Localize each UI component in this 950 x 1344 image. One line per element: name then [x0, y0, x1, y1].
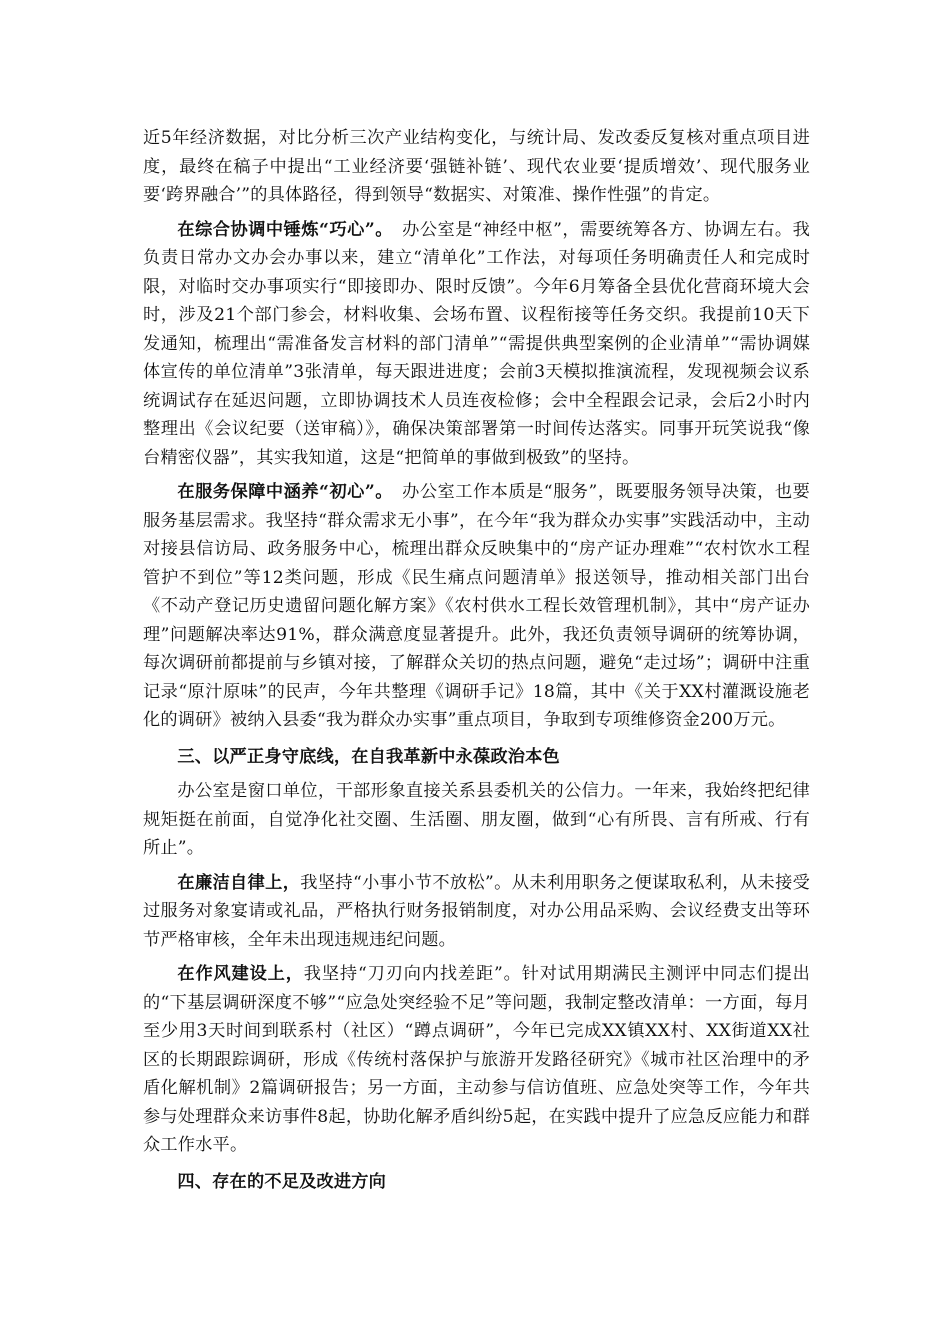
paragraph-text: 办公室工作本质是“服务”，既要服务领导决策，也要服务基层需求。我坚持“群众需求无小事”，在今年“我为群众办实事”实践活动中，主动对接县信访局、政务服务中心，梳理出群众反映集中的“房产证办理难”“农村饮水工程管护不到位”等12类问题，形成《民生痛点问题清单》报送领导，推动相关部门出台《不动产登记历史遗留问题化解方案》《农村供水工程长效管理机制》，其中“房产证办理”问题解决率达91%，群众满意度显著提升。此外，我还负责领导调研的统筹协调，每次调研前都提前与乡镇对接，了解群众关切的热点问题，避免“走过场”；调研中注重记录“原汁原味”的民声，今年共整理《调研手记》18篇，其中《关于XX村灌溉设施老化的调研》被纳入县委“我为群众办实事”重点项目，争取到专项维修资金200万元。 [143, 482, 810, 730]
paragraph-text: 近5年经济数据，对比分析三次产业结构变化，与统计局、发改委反复核对重点项目进度，最终在稿子中提出“工业经济要‘强链补链’、现代农业要‘提质增效’、现代服务业要‘跨界融合’”的具体路径，得到领导“数据实、对策准、操作性强”的肯定。 [143, 128, 810, 205]
paragraph-lead: 在廉洁自律上， [177, 872, 301, 893]
paragraph [143, 478, 810, 735]
paragraph-lead: 在服务保障中涵养“初心”。 [177, 482, 385, 502]
paragraph-lead: 在作风建设上， [177, 964, 304, 984]
paragraph [143, 869, 810, 955]
paragraph [143, 216, 810, 473]
paragraph [143, 960, 810, 1160]
section-heading: 四、存在的不足及改进方向 [177, 1171, 387, 1192]
paragraph-lead: 在综合协调中锤炼“巧心”。 [177, 219, 385, 240]
paragraph [143, 124, 810, 210]
section-heading: 三、以严正身守底线，在自我革新中永葆政治本色 [177, 746, 560, 767]
paragraph-text: 我坚持“刀刃向内找差距”。针对试用期满民主测评中同志们提出的“下基层调研深度不够”“应急处突经验不足”等问题，我制定整改清单：一方面，每月至少用3天时间到联系村（社区）“蹲点调研”，今年已完成XX镇XX村、XX街道XX社区的长期跟踪调研，形成《传统村落保护与旅游开发路径研究》《城市社区治理中的矛盾化解机制》2篇调研报告；另一方面，主动参与信访值班、应急处突等工作，今年共参与处理群众来访事件8起，协助化解矛盾纠纷5起，在实践中提升了应急反应能力和群众工作水平。 [143, 964, 810, 1155]
paragraph-text: 办公室是“神经中枢”，需要统筹各方、协调左右。我负责日常办文办会办事以来，建立“清单化”工作法，对每项任务明确责任人和完成时限，对临时交办事项实行“即接即办、限时反馈”。今年6月筹备全县优化营商环境大会时，涉及21个部门参会，材料收集、会场布置、议程衔接等任务交织。我提前10天下发通知，梳理出“需准备发言材料的部门清单”“需提供典型案例的企业清单”“需协调媒体宣传的单位清单”3张清单，每天跟进进度；会前3天模拟推演流程，发现视频会议系统调试存在延迟问题，立即协调技术人员连夜检修；会中全程跟会记录，会后2小时内整理出《会议纪要（送审稿）》，确保决策部署第一时间传达落实。同事开玩笑说我“像台精密仪器”，其实我知道，这是“把简单的事做到极致”的坚持。 [143, 219, 810, 468]
paragraph [143, 777, 810, 863]
paragraph-text: 我坚持“小事小节不放松”。从未利用职务之便谋取私利，从未接受过服务对象宴请或礼品，严格执行财务报销制度，对办公用品采购、会议经费支出等环节严格审核，全年未出现违规违纪问题。 [143, 872, 811, 950]
paragraph-text: 办公室是窗口单位，干部形象直接关系县委机关的公信力。一年来，我始终把纪律规矩挺在前面，自觉净化社交圈、生活圈、朋友圈，做到“心有所畏、言有所戒、行有所止”。 [143, 781, 810, 858]
document-body [143, 124, 810, 1196]
